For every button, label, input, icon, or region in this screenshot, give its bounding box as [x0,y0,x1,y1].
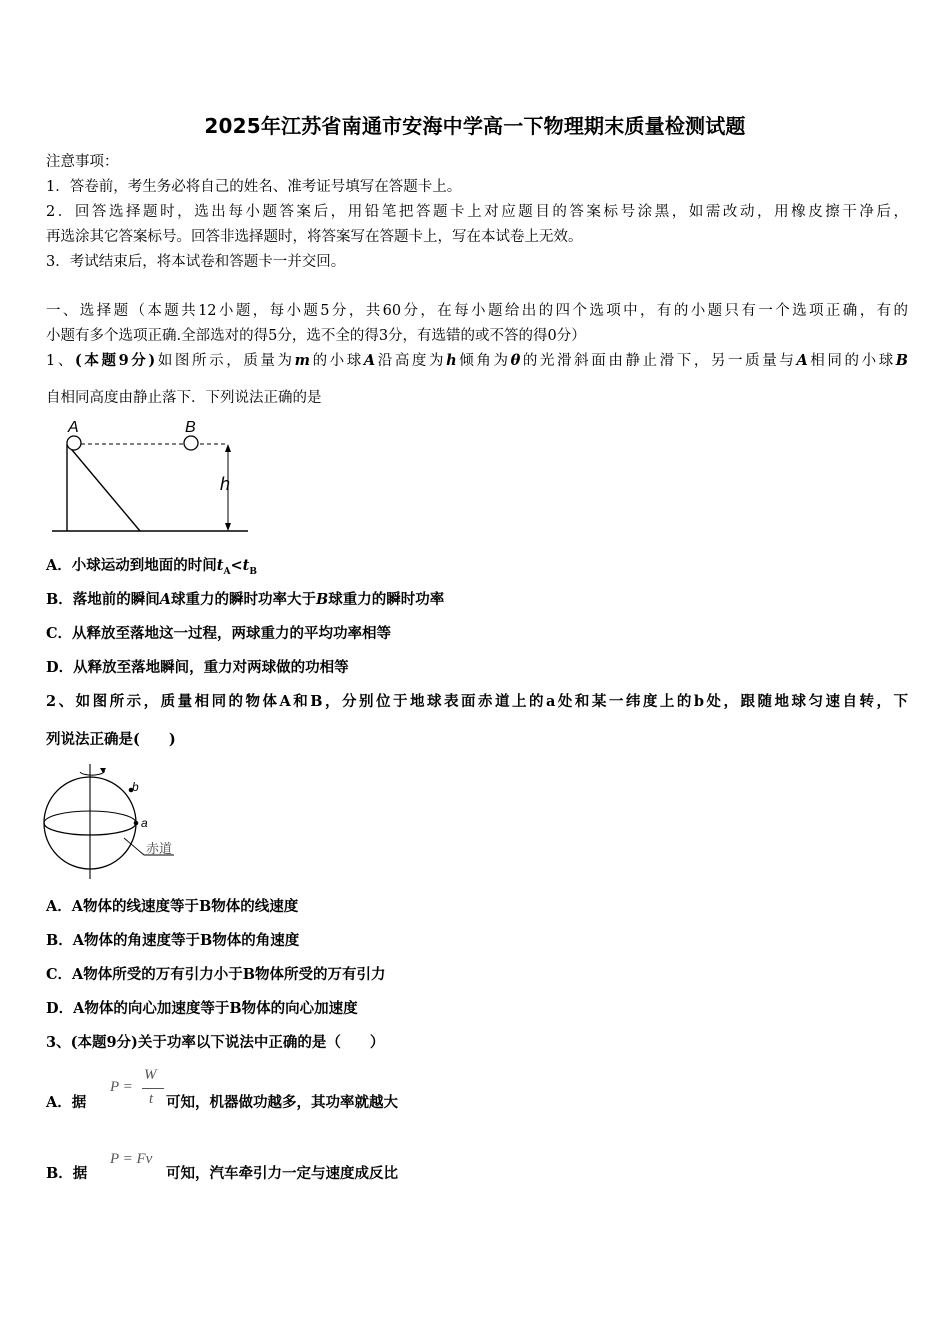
notice-heading: 注意事项： [46,154,119,170]
label-point-a: a [141,816,148,830]
ball-b [184,436,198,450]
q1-option-c[interactable]: C．从释放至落地这一过程，两球重力的平均功率相等 [46,625,392,642]
equator-pointer [124,838,144,855]
q3-option-b-text: 可知，汽车牵引力一定与速度成反比 [166,1165,398,1182]
formula-power-force-velocity: P = Fv [110,1151,153,1167]
notice-item-3: 3．考试结束后，将本试卷和答题卡一并交回。 [46,254,346,270]
q1-stem-line2: 自相同高度由静止落下．下列说法正确的是 [46,390,322,406]
q1-option-a[interactable]: A．小球运动到地面的时间$t_A<t_B$ [46,557,257,577]
notice-item-2: 2．回答选择题时，选出每小题答案后，用铅笔把答题卡上对应题目的答案标号涂黑，如需改动，用橡皮擦干净后， [46,204,908,220]
ball-a [67,436,81,450]
q1-option-d[interactable]: D．从释放至落地瞬间，重力对两球做的功相等 [46,659,349,676]
section-header-line1: 一、选择题（本题共12小题，每小题5分，共60分，在每小题给出的四个选项中，有的小题只有一个选项正确，有的 [46,303,908,319]
q1-figure [48,416,258,538]
label-b: B [185,419,196,436]
height-arrow-head-top [225,444,231,452]
q2-option-d[interactable]: D．A物体的向心加速度等于B物体的向心加速度 [46,1000,358,1017]
q2-stem-line2: 列说法正确是( ) [46,731,176,748]
q1-option-b[interactable]: B．落地前的瞬间A球重力的瞬时功率大于B球重力的瞬时功率 [46,591,445,608]
exam-page: 2025年江苏省南通市安海中学高一下物理期末质量检测试题 注意事项： 1．答卷前，考生务必将自己的姓名、准考证号填写在答题卡上。 2．回答选择题时，选出每小题答案后，用铅笔把答题卡上对应题目的答案标号涂黑，如需改动，用橡皮擦干净后， 再选涂其它答案标号。回答非选择题时，将答案写在答题卡上，写在本试卷上无效。 3．考试结束后，将本试卷和答题卡一并交回。 一、选择题（本题共12小题，每小题5分，共60分，在每小题给出的四个选项中，有的小题只有一个选项正确，有的 小题有多个选项正确.全部选对的得5分，选不全的得3分，有选错的或不答的得0分） 1、(本题9分)如图所示，质量为m的小球A沿高度为h倾角为θ的光滑斜面由静止滑下，另一质量与A相同的小球B 自相同高度由静止落下．下列说法正确的是 A B h A．小球运动到地面的时间$t_A<t_B$ B．落地前的瞬间A球重力的瞬时功率大于B球重力的瞬时功率 C．从释放至落地这一过程，两球重力的平均功率相等 D．从释放至落地瞬间，重力对两球做的功相等 2、如图所示，质量相同的物体A和B，分别位于地球表面赤道上的a处和某一纬度上的b处，跟随地球匀速自转，下 列说法正确是( ) b a 赤道 A．A物体的线速度等于B物体的线速度 B．A物体的角速度等于B物体的角速度 C．A物体所受的万有引力小于B物体所受的万有引力 D．A物体的向心加速度等于B物体的向心加速度 3、(本题9分)关于功率以下说法中正确的是（ ） A．据 P = W t 可知，机器做功越多，其功率就越大 B．据 P = Fv 可知，汽车牵引力一定与速度成反比 [0,0,950,1344]
height-arrow-head-bottom [225,523,231,531]
section-header-line2: 小题有多个选项正确.全部选对的得5分，选不全的得3分，有选错的或不答的得0分） [46,328,586,344]
q3-option-a-label[interactable]: A．据 [46,1094,87,1111]
q2-stem-line1: 2、如图所示，质量相同的物体A和B，分别位于地球表面赤道上的a处和某一纬度上的b处，跟随地球匀速自转，下 [46,693,908,710]
label-point-b: b [132,780,139,794]
notice-item-2-cont: 再选涂其它答案标号。回答非选择题时，将答案写在答题卡上，写在本试卷上无效。 [46,229,583,245]
q2-option-c[interactable]: C．A物体所受的万有引力小于B物体所受的万有引力 [46,966,386,983]
q2-figure [40,758,180,884]
label-equator: 赤道 [146,842,173,857]
q3-option-a-text: 可知，机器做功越多，其功率就越大 [166,1094,398,1111]
q2-option-b[interactable]: B．A物体的角速度等于B物体的角速度 [46,932,300,949]
label-h: h [220,474,231,494]
q1-stem-line1: 1、(本题9分)如图所示，质量为m的小球A沿高度为h倾角为θ的光滑斜面由静止滑下，另一质量与A相同的小球B [46,352,909,369]
rotation-arrow [80,770,104,775]
notice-item-1: 1．答卷前，考生务必将自己的姓名、准考证号填写在答题卡上。 [46,179,462,195]
rotation-arrow-head [100,768,106,773]
incline-line [67,444,140,531]
q2-option-a[interactable]: A．A物体的线速度等于B物体的线速度 [46,898,299,915]
point-a [134,821,139,826]
q3-option-b-label[interactable]: B．据 [46,1165,88,1182]
label-a: A [68,419,79,436]
page-title: 2025年江苏省南通市安海中学高一下物理期末质量检测试题 [204,114,746,138]
q3-stem: 3、(本题9分)关于功率以下说法中正确的是（ ） [46,1034,385,1051]
